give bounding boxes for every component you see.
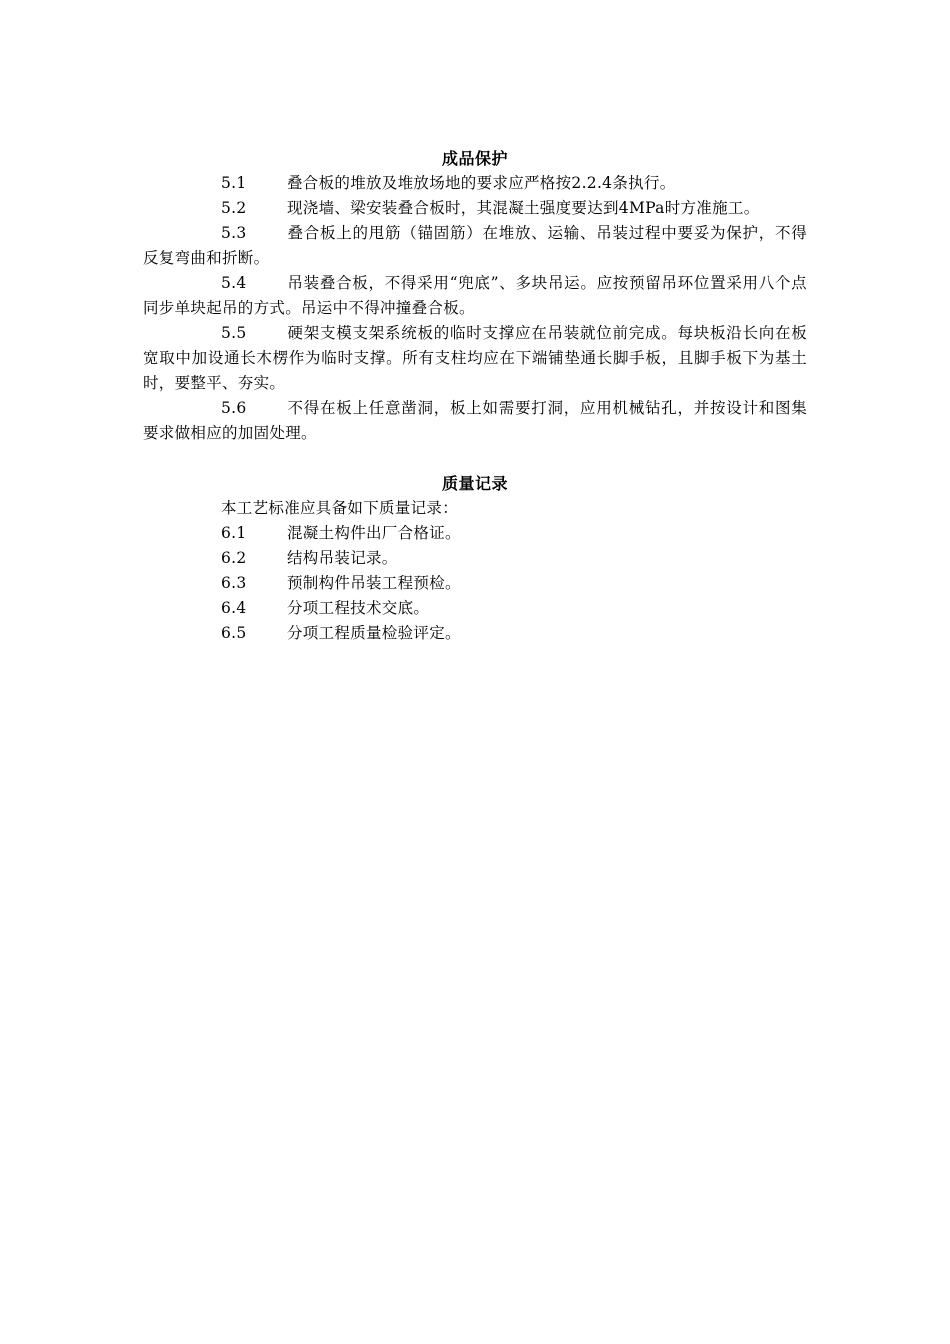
clause-text: 不得在板上任意凿洞，板上如需要打洞，应用机械钻孔，并按设计和图集要求做相应的加固处理。 [143, 399, 807, 442]
section-5-title: 成品保护 [441, 149, 508, 168]
clause-5-1 [143, 171, 807, 196]
record-text: 混凝土构件出厂合格证。 [287, 524, 461, 542]
document-body [143, 146, 807, 646]
clause-5-3 [143, 221, 807, 271]
record-number: 6.1 [221, 524, 247, 542]
clause-text: 吊装叠合板，不得采用“兜底”、多块吊运。应按预留吊环位置采用八个点同步单块起吊的方式。吊运中不得冲撞叠合板。 [143, 274, 807, 317]
record-6-4 [143, 596, 807, 621]
record-number: 6.4 [221, 599, 247, 617]
clause-5-6 [143, 396, 807, 446]
record-text: 分项工程技术交底。 [287, 599, 430, 617]
clause-5-5 [143, 321, 807, 396]
clause-number: 5.3 [221, 224, 247, 242]
record-text: 分项工程质量检验评定。 [287, 624, 461, 642]
clause-5-2 [143, 196, 807, 221]
section-6-title: 质量记录 [441, 474, 508, 493]
clause-text: 叠合板的堆放及堆放场地的要求应严格按2.2.4条执行。 [287, 174, 676, 192]
clause-5-4 [143, 271, 807, 321]
clause-text: 现浇墙、梁安装叠合板时，其混凝土强度要达到4MPa时方准施工。 [287, 199, 760, 217]
record-6-3 [143, 571, 807, 596]
record-6-1 [143, 521, 807, 546]
record-text: 预制构件吊装工程预检。 [287, 574, 461, 592]
clause-text: 叠合板上的甩筋（锚固筋）在堆放、运输、吊装过程中要妥为保护，不得反复弯曲和折断。 [143, 224, 807, 267]
record-6-2 [143, 546, 807, 571]
record-number: 6.3 [221, 574, 247, 592]
clause-number: 5.1 [221, 174, 247, 192]
clause-number: 5.2 [221, 199, 247, 217]
clause-number: 5.6 [221, 399, 247, 417]
record-number: 6.5 [221, 624, 247, 642]
clause-text: 硬架支模支架系统板的临时支撑应在吊装就位前完成。每块板沿长向在板宽取中加设通长木楞作为临时支撑。所有支柱均应在下端铺垫通长脚手板，且脚手板下为基土时，要整平、夯实。 [143, 324, 807, 392]
section-6-intro: 本工艺标准应具备如下质量记录： [221, 499, 459, 517]
record-text: 结构吊装记录。 [287, 549, 398, 567]
clause-number: 5.4 [221, 274, 247, 292]
clause-number: 5.5 [221, 324, 247, 342]
record-6-5 [143, 621, 807, 646]
record-number: 6.2 [221, 549, 247, 567]
